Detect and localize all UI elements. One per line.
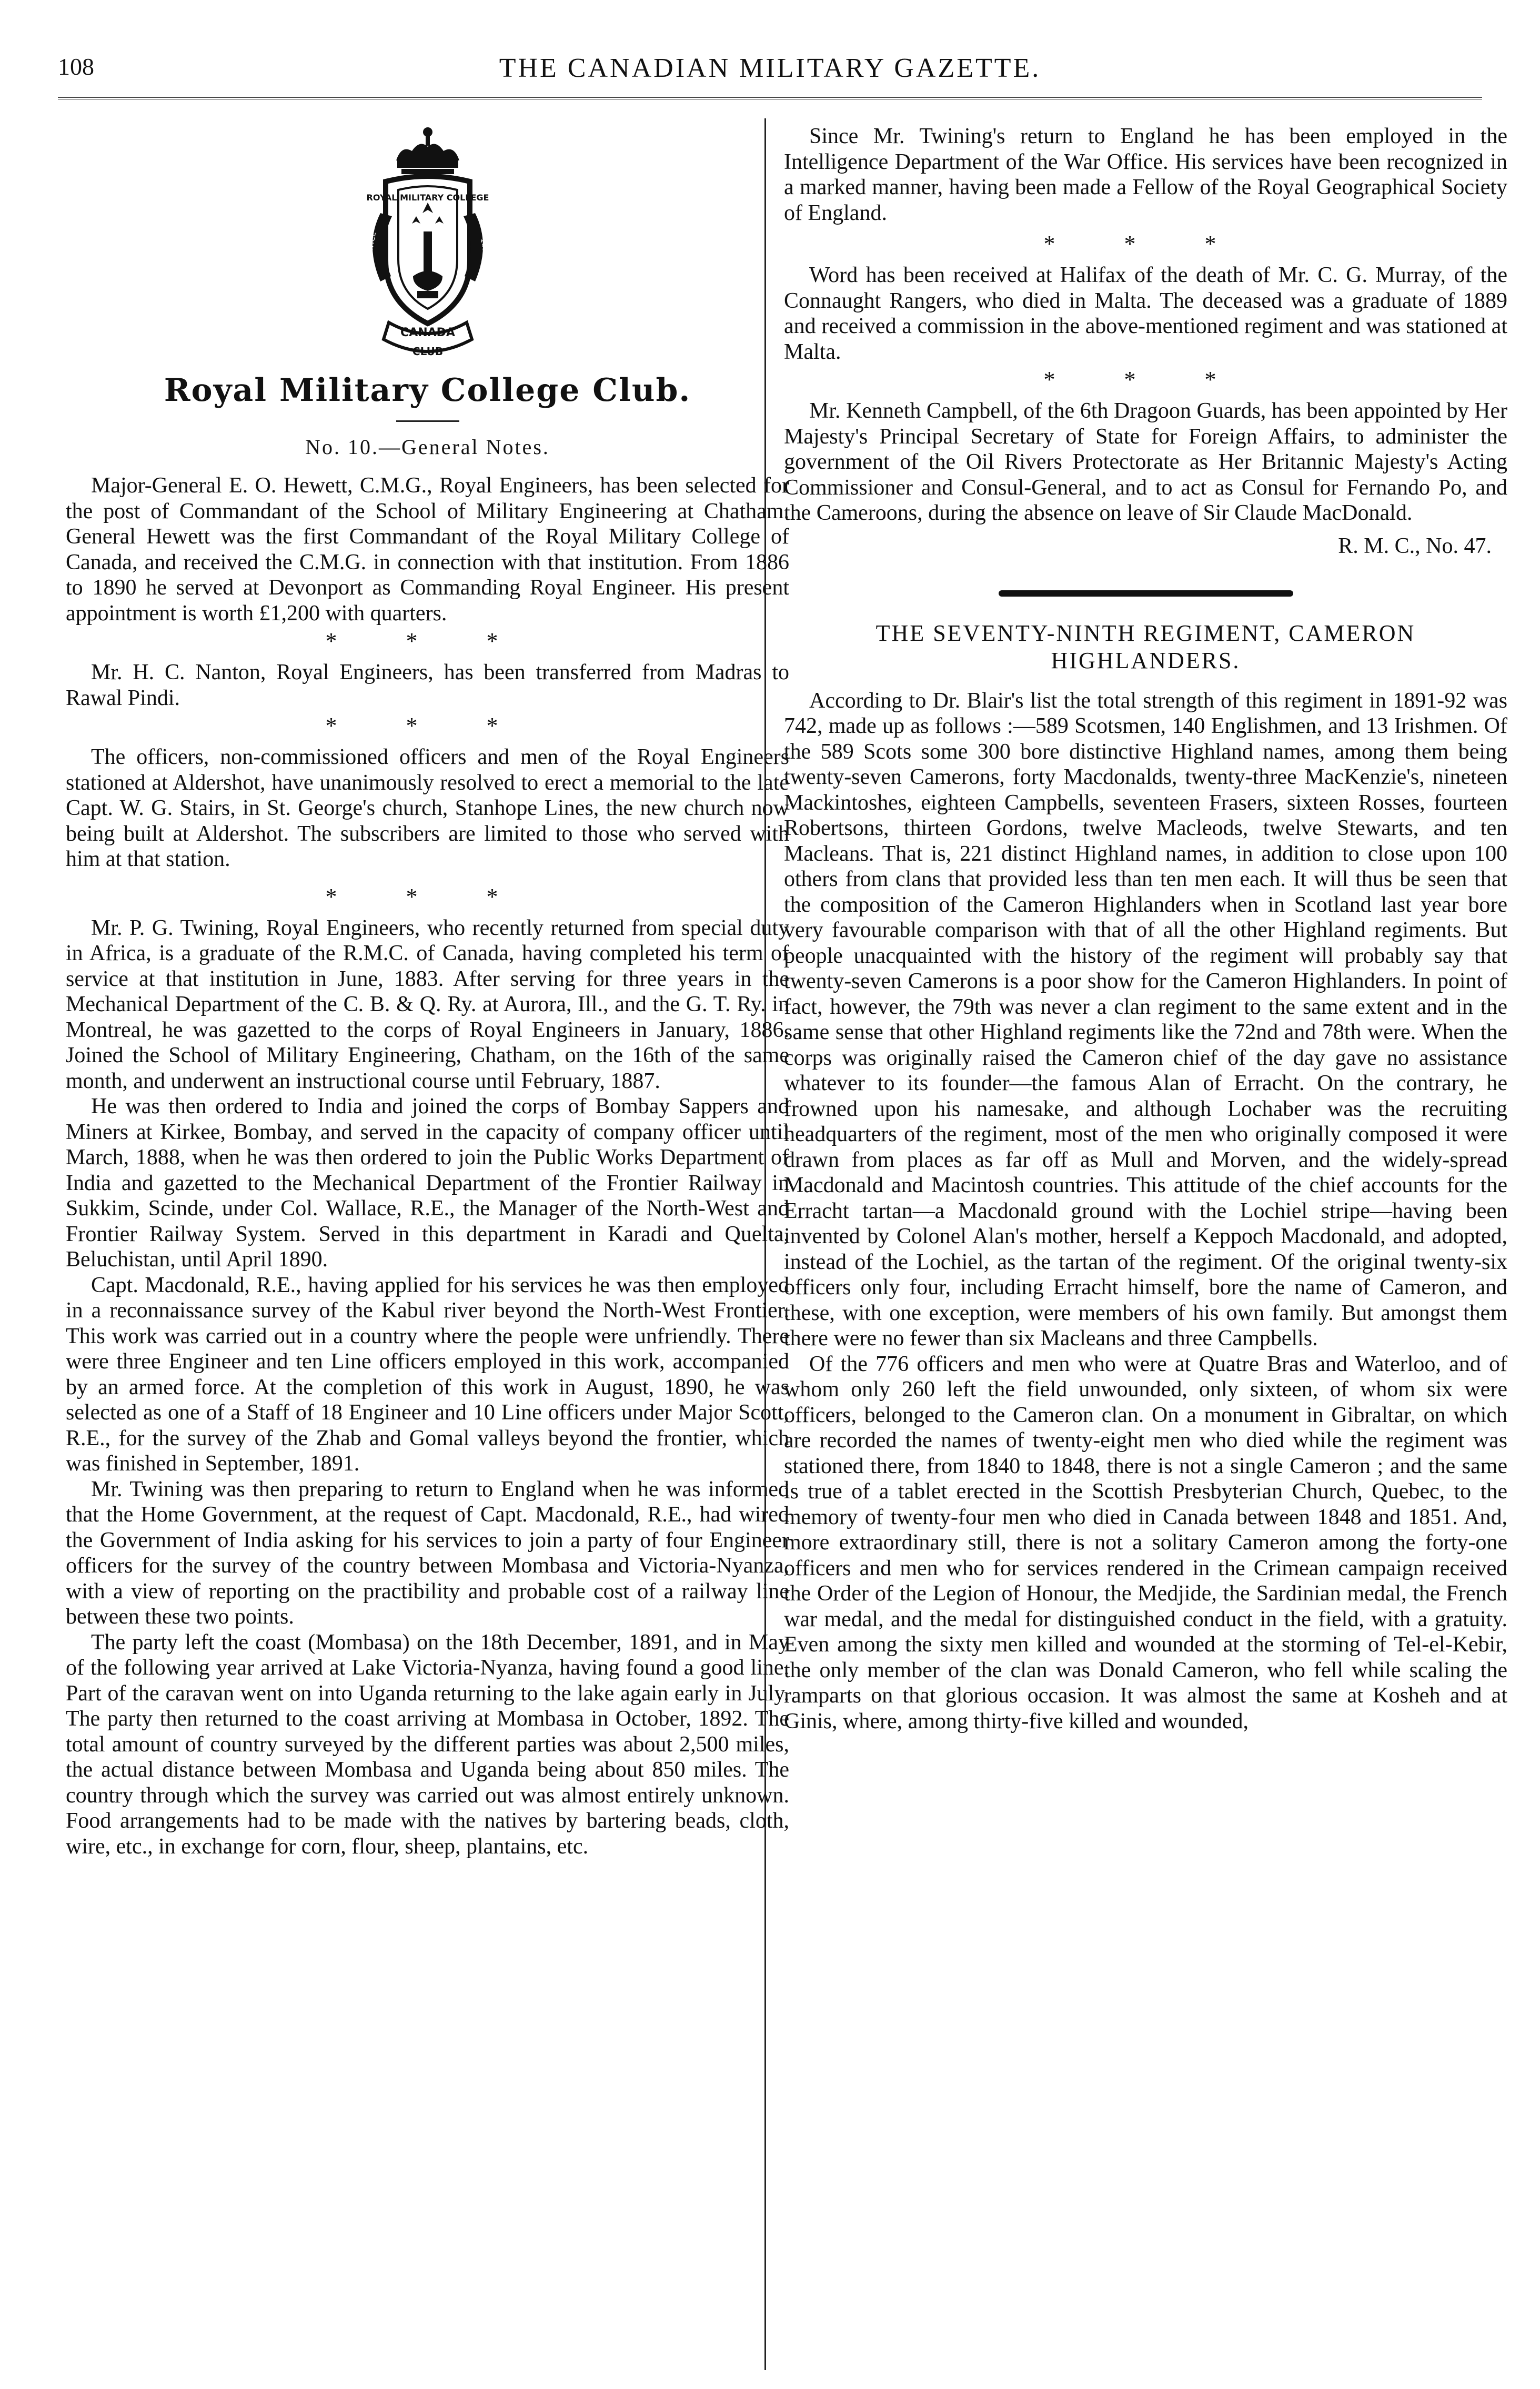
paragraph-murray: Word has been received at Halifax of the death of Mr. C. G. Murray, of the Connaught Rangers, who died in Malta. The deceased was a graduate of 1889 and received a commission in the above-mentioned regiment and was stationed at Malta. <box>784 263 1507 364</box>
club-title: Royal Military College Club. <box>164 372 691 409</box>
paragraph-party-journey: The party left the coast (Mombasa) on the 18th December, 1891, and in May of the following year arrived at Lake Victoria-Nyanza, having found a good line. Part of the caravan went on into Uganda returning to the lake again early in July. The party then returned to the coast arriving at Mombasa in October, 1892. The total amount of country surveyed by the different parties was about 2,500 miles, the actual distance between Mombasa and Uganda being about 850 miles. The country through which the survey was carried out was almost entirely unknown. Food arrangements had to be made with the natives by bartering beads, cloth, wire, etc., in exchange for corn, flour, sheep, plantains, etc. <box>66 1630 789 1859</box>
paragraph-regiment-strength: According to Dr. Blair's list the total strength of this regiment in 1891-92 was 742, made up as follows :—589 Scotsmen, 140 Englishmen, and 13 Irishmen. Of the 589 Scots some 300 bore distinctive Highland names, among them being twenty-seven Camerons, forty Macdonalds, twenty-three MacKenzie's, nineteen Mackintoshes, eighteen Campbells, seventeen Frasers, sixteen Rosses, fourteen Robertsons, thirteen Gordons, twelve Macleods, twelve Stewarts, and ten Macleans. That is, 221 distinct Highland names, in addition to close upon 100 others from clans that provided less than ten men each. It will thus be seen that the composition of the Cameron Highlanders when in Scotland last year bore very favourable comparison with that of all the other Highland regiments. But people unacquainted with the history of the regiment will probably say that twenty-seven Camerons is a poor show for the Cameron Highlanders. In point of fact, however, the 79th was never a clan regiment to the same extent and in the same sense that other Highland regiments like the 72nd and 78th were. When the corps was originally raised the Cameron chief of the day gave no assistance whatever to its founder—the famous Alan of Erracht. On the contrary, he frowned upon his namesake, and although Lochaber was the recruiting headquarters of the regiment, most of the men who originally composed it were drawn from places as far off as Mull and Morven, and the widely-spread Macdonald and Macintosh countries. This attitude of the chief accounts for the Erracht tartan—a Macdonald ground with the Lochiel stripe—having been invented by Colonel Alan's mother, herself a Keppoch Macdonald, and adopted, instead of the Lochiel, as the tartan of the regiment. Of the original twenty-six officers only four, including Erracht himself, bore the name of Cameron, and these, with one exception, were members of his own family. But amongst them there were no fewer than six Macleans and three Campbells. <box>784 688 1507 1350</box>
star-separator: * * * <box>1043 367 1248 392</box>
college-crest-emblem <box>344 124 512 371</box>
svg-text:CLUB: CLUB <box>412 345 443 358</box>
paragraph-hewett: Major-General E. O. Hewett, C.M.G., Royal Engineers, has been selected for the post of Commandant of the School of Military Engineering at Chatham. General Hewett was the first Commandant of the Royal Military College of Canada, and received the C.M.G. in connection with that institution. From 1886 to 1890 he served at Devonport as Commanding Royal Engineer. His present appointment is worth £1,200 with quarters. <box>66 473 789 626</box>
paragraph-mombasa-request: Mr. Twining was then preparing to return to England when he was informed that the Home Government, at the request of Capt. Macdonald, R.E., had wired the Government of India asking for his services to join a party of four Engineer officers for the survey of the country between Mombasa and Victoria-Nyanza, with a view of reporting on the practibility and probable cost of a railway line between these two points. <box>66 1477 789 1629</box>
star-separator: * * * <box>325 628 530 654</box>
paragraph-india: He was then ordered to India and joined the corps of Bombay Sappers and Miners at Kirkee, Bombay, and served in the capacity of company officer until March, 1888, when he was then ordered to join the Public Works Department of India and gazetted to the Mechanical Department of the Frontier Railway in Sukkim, Scinde, under Col. Wallace, R.E., the Manager of the North-West and Frontier Railway System. Served in this department in Karadi and Quelta, Beluchistan, until April 1890. <box>66 1094 789 1272</box>
paragraph-intelligence-dept: Since Mr. Twining's return to England he has been employed in the Intelligence Department of the War Office. His services have been recognized in a marked manner, having been made a Fellow of the Royal Geographical Society of England. <box>784 124 1507 225</box>
svg-text:1892: 1892 <box>478 237 490 258</box>
header-rule <box>58 97 1482 99</box>
paragraph-campbell: Mr. Kenneth Campbell, of the 6th Dragoon Guards, has been appointed by Her Majesty's Principal Secretary of State for Foreign Affairs, to administer the government of the Oil Rivers Protectorate as Her Britannic Majesty's Acting Commissioner and Consul-General, and to act as Consul for Fernando Po, and the Cameroons, during the absence on leave of Sir Claude MacDonald. <box>784 399 1507 525</box>
svg-text:CANADA: CANADA <box>400 326 455 339</box>
paragraph-kabul-survey: Capt. Macdonald, R.E., having applied for his services he was then employed in a reconnaissance survey of the Kabul river beyond the North-West Frontier. This work was carried out in a country where the people were unfriendly. There were three Engineer and ten Line officers employed in this work, accompanied by an armed force. At the completion of this work in August, 1890, he was selected as one of a Staff of 18 Engineer and 10 Line officers under Major Scott, R.E., for the survey of the Zhab and Gomal valleys beyond the frontier, which was finished in September, 1891. <box>66 1273 789 1476</box>
svg-text:ROYAL MILITARY COLLEGE: ROYAL MILITARY COLLEGE <box>366 193 489 203</box>
star-separator: * * * <box>325 883 530 910</box>
paragraph-nanton: Mr. H. C. Nanton, Royal Engineers, has been transferred from Madras to Rawal Pindi. <box>66 660 789 710</box>
left-column <box>66 124 789 1859</box>
article-title: THE SEVENTY-NINTH REGIMENT, CAMERON HIGHLANDERS. <box>875 620 1416 673</box>
paragraph-waterloo: Of the 776 officers and men who were at Quatre Bras and Waterloo, and of whom only 260 left the field unwounded, only sixteen, of whom six were officers, belonged to the Cameron clan. On a monument in Gibraltar, on which are recorded the names of twenty-eight men who died while the regiment was stationed there, from 1840 to 1848, there is not a single Cameron ; and the same is true of a tablet erected in the Scottish Presbyterian Church, Quebec, to the memory of twenty-four men who died in Canada between 1848 and 1851. And, more extraordinary still, there is not a solitary Cameron among the forty-one officers and men who for services rendered in the Crimean campaign received the Order of the Legion of Honour, the Medjide, the Sardinian medal, the French war medal, and the medal for distinguished conduct in the field, with a gratuity. Even among the sixty men killed and wounded at the storming of Tel-el-Kebir, the only member of the clan was Donald Cameron, who fell while scaling the ramparts on that glorious occasion. It was almost the same at Kosheh and at Ginis, where, among thirty-five killed and wounded, <box>784 1352 1507 1733</box>
page-number: 108 <box>58 53 94 80</box>
signature: R. M. C., No. 47. <box>1338 533 1492 558</box>
svg-text:SERVICE: SERVICE <box>364 231 378 264</box>
paragraph-twining: Mr. P. G. Twining, Royal Engineers, who recently returned from special duty in Africa, is a graduate of the R.M.C. of Canada, having completed his term of service at that institution in June, 1883. After serving for three years in the Mechanical Department of the C. B. & Q. Ry. at Aurora, Ill., and the G. T. Ry. in Montreal, he was gazetted to the corps of Royal Engineers in January, 1886. Joined the School of Military Engineering, Chatham, on the 16th of the same month, and underwent an instructional course until February, 1887. <box>66 915 789 1093</box>
section-rule <box>999 590 1293 597</box>
running-head <box>58 42 1482 89</box>
paragraph-stairs-memorial: The officers, non-commissioned officers and men of the Royal Engineers stationed at Aldershot, have unanimously resolved to erect a memorial to the late Capt. W. G. Stairs, in St. George's church, Stanhope Lines, the new church now being built at Aldershot. The subscribers are limited to those who served with him at that station. <box>66 745 789 871</box>
title-dash <box>396 420 459 422</box>
star-separator: * * * <box>325 713 530 739</box>
notes-heading: No. 10.—General Notes. <box>305 435 550 459</box>
right-column <box>784 124 1507 1734</box>
publication-title: THE CANADIAN MILITARY GAZETTE. <box>499 53 1041 83</box>
star-separator: * * * <box>1043 231 1248 257</box>
